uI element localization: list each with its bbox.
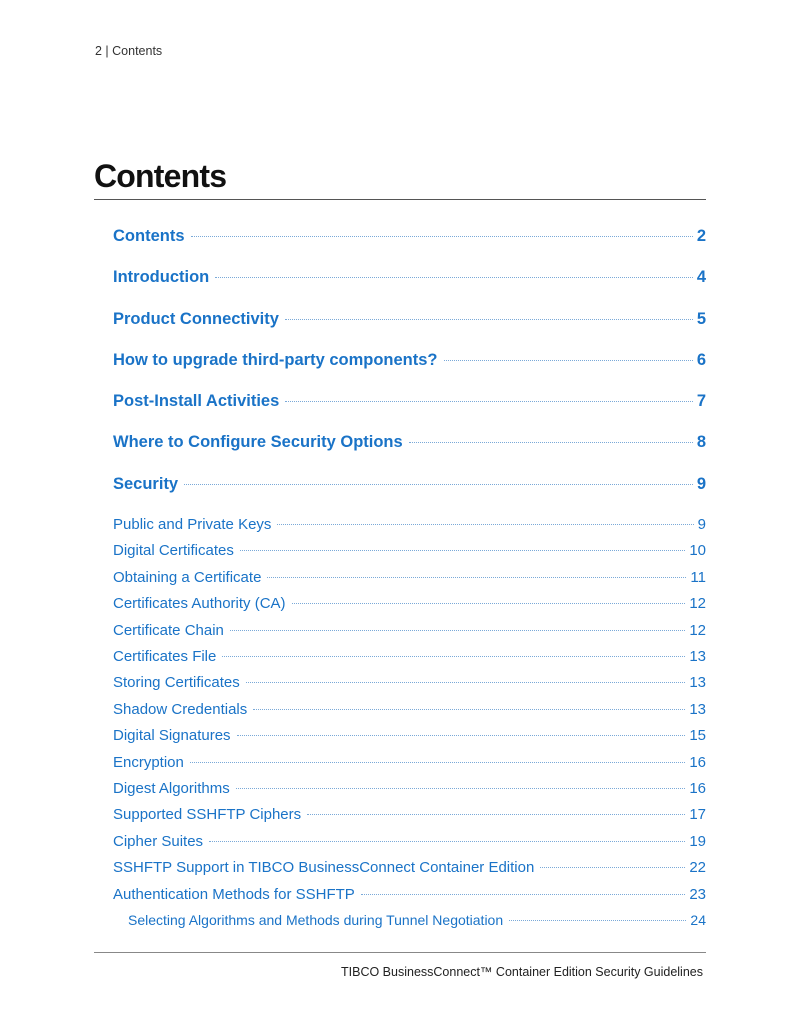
toc-entry-page-number[interactable]: 7 (696, 392, 706, 411)
toc-dot-leader (240, 549, 685, 551)
toc-entry[interactable] (113, 268, 706, 309)
toc-dot-leader (237, 734, 686, 736)
page-footer: TIBCO BusinessConnect™ Container Edition Security Guidelines (341, 965, 703, 979)
toc-entry-label[interactable]: Digital Certificates (113, 542, 234, 560)
toc-entry-label[interactable]: Certificate Chain (113, 621, 224, 639)
toc-entry[interactable] (113, 912, 706, 938)
toc-entry[interactable] (113, 780, 706, 806)
toc-dot-leader (215, 276, 693, 278)
toc-entry-page-number[interactable]: 2 (696, 227, 706, 245)
toc-entry[interactable] (113, 351, 706, 392)
toc-entry[interactable] (113, 806, 706, 832)
toc-entry[interactable] (113, 859, 706, 885)
toc-entry-page-number[interactable]: 13 (689, 674, 706, 692)
toc-dot-leader (209, 840, 685, 842)
footer-divider (94, 952, 706, 953)
toc-entry-label[interactable]: Shadow Credentials (113, 700, 248, 718)
toc-entry-page-number[interactable]: 13 (689, 648, 706, 666)
toc-entry-page-number[interactable]: 24 (690, 911, 706, 928)
toc-entry[interactable] (113, 622, 706, 648)
toc-dot-leader (246, 681, 686, 683)
toc-entry-label[interactable]: Certificates File (113, 648, 217, 666)
toc-entry-page-number[interactable]: 16 (689, 753, 706, 771)
toc-entry-page-number[interactable]: 19 (689, 832, 706, 850)
toc-dot-leader (184, 483, 693, 485)
title-divider (94, 199, 706, 200)
toc-entry-label[interactable]: Encryption (113, 753, 184, 771)
toc-dot-leader (191, 235, 693, 237)
toc-dot-leader (277, 523, 693, 525)
toc-dot-leader (285, 400, 693, 402)
toc-entry[interactable] (113, 542, 706, 568)
toc-entry-label[interactable]: Digest Algorithms (113, 779, 230, 797)
toc-entry-label[interactable]: Supported SSHFTP Ciphers (113, 806, 302, 824)
page-title: Contents (94, 158, 227, 194)
toc-entry-label[interactable]: Where to Configure Security Options (113, 433, 403, 452)
toc-entry-label[interactable]: Introduction (113, 268, 210, 287)
toc-entry[interactable] (113, 475, 706, 516)
toc-dot-leader (222, 655, 685, 657)
toc-entry[interactable] (113, 701, 706, 727)
toc-dot-leader (253, 708, 685, 710)
toc-entry[interactable] (113, 310, 706, 351)
toc-entry-page-number[interactable]: 8 (696, 433, 706, 452)
toc-entry-page-number[interactable]: 22 (689, 859, 706, 877)
toc-dot-leader (509, 919, 686, 921)
toc-entry-label[interactable]: Digital Signatures (113, 727, 231, 745)
toc-dot-leader (230, 629, 685, 631)
toc-entry-page-number[interactable]: 12 (689, 595, 706, 613)
toc-entry-label[interactable]: Selecting Algorithms and Methods during Tunnel Negotiation (128, 911, 504, 928)
toc-entry-page-number[interactable]: 16 (689, 779, 706, 797)
toc-entry-page-number[interactable]: 5 (696, 309, 706, 328)
table-of-contents (113, 227, 706, 938)
toc-dot-leader (307, 813, 685, 815)
toc-entry[interactable] (113, 433, 706, 474)
toc-entry-page-number[interactable]: 6 (696, 350, 706, 369)
toc-entry-label[interactable]: Obtaining a Certificate (113, 568, 262, 586)
toc-entry-page-number[interactable]: 12 (689, 621, 706, 639)
toc-entry-page-number[interactable]: 15 (689, 727, 706, 745)
toc-entry-page-number[interactable]: 17 (689, 806, 706, 824)
toc-entry-label[interactable]: Security (113, 474, 179, 493)
toc-entry-label[interactable]: Storing Certificates (113, 674, 240, 692)
toc-entry-label[interactable]: Public and Private Keys (113, 516, 272, 534)
toc-dot-leader (444, 359, 693, 361)
toc-entry[interactable] (113, 727, 706, 753)
toc-entry-page-number[interactable]: 4 (696, 268, 706, 287)
toc-entry-label[interactable]: Certificates Authority (CA) (113, 595, 286, 613)
toc-entry[interactable] (113, 569, 706, 595)
toc-entry-page-number[interactable]: 10 (689, 542, 706, 560)
toc-entry-page-number[interactable]: 9 (697, 516, 706, 534)
toc-dot-leader (236, 787, 686, 789)
toc-entry-page-number[interactable]: 9 (696, 474, 706, 493)
toc-entry[interactable] (113, 516, 706, 542)
toc-entry-label[interactable]: Authentication Methods for SSHFTP (113, 885, 355, 903)
toc-entry-page-number[interactable]: 13 (689, 700, 706, 718)
toc-entry[interactable] (113, 754, 706, 780)
toc-entry-label[interactable]: Product Connectivity (113, 309, 279, 328)
toc-dot-leader (267, 576, 686, 578)
toc-dot-leader (292, 602, 686, 604)
toc-entry-label[interactable]: How to upgrade third-party components? (113, 350, 438, 369)
toc-entry-label[interactable]: Contents (113, 227, 185, 245)
toc-entry[interactable] (113, 886, 706, 912)
toc-entry-page-number[interactable]: 23 (689, 885, 706, 903)
toc-entry[interactable] (113, 227, 706, 268)
toc-dot-leader (540, 866, 685, 868)
toc-entry[interactable] (113, 648, 706, 674)
page-header: 2 | Contents (95, 44, 163, 58)
toc-entry[interactable] (113, 833, 706, 859)
toc-dot-leader (409, 441, 693, 443)
toc-dot-leader (190, 761, 685, 763)
toc-dot-leader (285, 318, 693, 320)
toc-dot-leader (361, 893, 686, 895)
toc-entry-label[interactable]: Cipher Suites (113, 832, 204, 850)
toc-entry-label[interactable]: SSHFTP Support in TIBCO BusinessConnect Container Edition (113, 859, 535, 877)
toc-entry[interactable] (113, 595, 706, 621)
toc-entry-label[interactable]: Post-Install Activities (113, 392, 280, 411)
toc-entry[interactable] (113, 674, 706, 700)
toc-entry[interactable] (113, 392, 706, 433)
toc-entry-page-number[interactable]: 11 (690, 568, 706, 586)
